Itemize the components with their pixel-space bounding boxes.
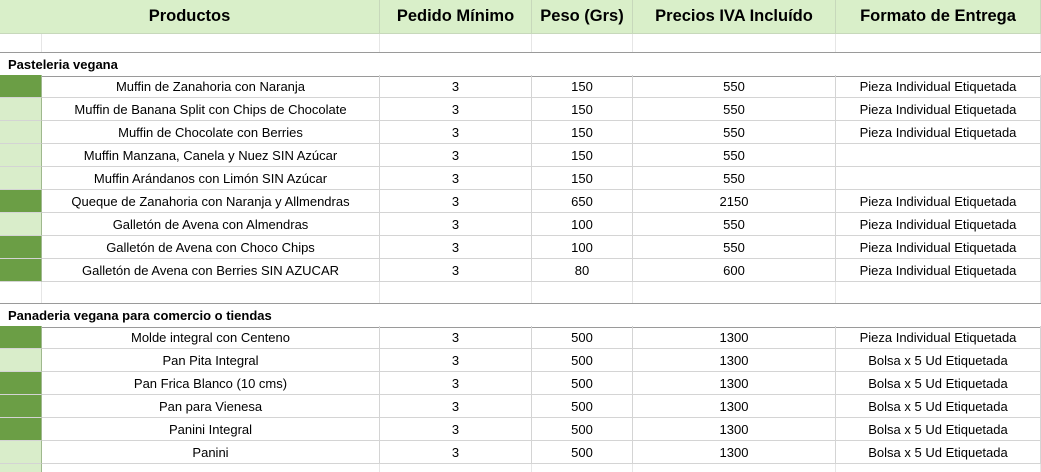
formato-cell[interactable] xyxy=(836,144,1041,167)
precio-cell[interactable]: 1300 xyxy=(633,349,836,372)
peso-cell[interactable]: 150 xyxy=(532,144,633,167)
precio-cell[interactable]: 2150 xyxy=(633,190,836,213)
color-swatch-cell[interactable] xyxy=(0,259,42,282)
producto-cell[interactable]: Galletón de Avena con Almendras xyxy=(42,213,380,236)
precio-cell[interactable]: 550 xyxy=(633,144,836,167)
empty-cell[interactable] xyxy=(380,282,532,303)
peso-cell[interactable]: 500 xyxy=(532,418,633,441)
formato-cell[interactable]: Bolsa x 5 Ud Etiquetada xyxy=(836,349,1041,372)
peso-cell[interactable]: 650 xyxy=(532,190,633,213)
table-row xyxy=(0,144,1041,167)
header-peso[interactable]: Peso (Grs) xyxy=(532,0,633,34)
precio-cell[interactable]: 1300 xyxy=(633,441,836,464)
pedido-cell[interactable]: 3 xyxy=(380,418,532,441)
color-swatch-cell[interactable] xyxy=(0,441,42,464)
formato-cell[interactable]: Pieza Individual Etiquetada xyxy=(836,259,1041,282)
table-row xyxy=(0,213,1041,236)
pedido-cell[interactable]: 3 xyxy=(380,213,532,236)
empty-cell[interactable] xyxy=(0,464,42,472)
formato-cell[interactable]: Pieza Individual Etiquetada xyxy=(836,98,1041,121)
table-row xyxy=(0,418,1041,441)
section-title[interactable]: Pasteleria vegana xyxy=(8,57,118,72)
producto-cell[interactable]: Pan Frica Blanco (10 cms) xyxy=(42,372,380,395)
producto-cell[interactable]: Muffin de Banana Split con Chips de Chocolate xyxy=(42,98,380,121)
pedido-cell[interactable]: 3 xyxy=(380,349,532,372)
peso-cell[interactable]: 100 xyxy=(532,236,633,259)
blank-row xyxy=(0,464,1041,472)
precio-cell[interactable]: 550 xyxy=(633,121,836,144)
producto-cell[interactable]: Queque de Zanahoria con Naranja y Allmendras xyxy=(42,190,380,213)
empty-cell[interactable] xyxy=(0,34,42,52)
producto-cell[interactable]: Panini xyxy=(42,441,380,464)
peso-cell[interactable]: 500 xyxy=(532,349,633,372)
peso-cell[interactable]: 80 xyxy=(532,259,633,282)
color-swatch-cell[interactable] xyxy=(0,395,42,418)
header-productos[interactable]: Productos xyxy=(0,0,380,34)
precio-cell[interactable]: 1300 xyxy=(633,372,836,395)
producto-cell[interactable]: Muffin de Chocolate con Berries xyxy=(42,121,380,144)
formato-cell[interactable]: Pieza Individual Etiquetada xyxy=(836,213,1041,236)
formato-cell[interactable]: Bolsa x 5 Ud Etiquetada xyxy=(836,418,1041,441)
empty-cell[interactable] xyxy=(836,282,1041,303)
precio-cell[interactable]: 550 xyxy=(633,98,836,121)
peso-cell[interactable]: 500 xyxy=(532,395,633,418)
pedido-cell[interactable]: 3 xyxy=(380,98,532,121)
formato-cell[interactable]: Pieza Individual Etiquetada xyxy=(836,75,1041,98)
color-swatch-cell[interactable] xyxy=(0,98,42,121)
pedido-cell[interactable]: 3 xyxy=(380,236,532,259)
formato-cell[interactable]: Bolsa x 5 Ud Etiquetada xyxy=(836,372,1041,395)
pedido-cell[interactable]: 3 xyxy=(380,121,532,144)
empty-cell[interactable] xyxy=(532,34,633,52)
color-swatch-cell[interactable] xyxy=(0,418,42,441)
color-swatch-cell[interactable] xyxy=(0,349,42,372)
producto-cell[interactable]: Panini Integral xyxy=(42,418,380,441)
empty-cell[interactable] xyxy=(633,282,836,303)
formato-cell[interactable]: Pieza Individual Etiquetada xyxy=(836,121,1041,144)
pedido-cell[interactable]: 3 xyxy=(380,395,532,418)
section-title-row xyxy=(0,303,1041,328)
table-row xyxy=(0,259,1041,282)
color-swatch-cell[interactable] xyxy=(0,121,42,144)
empty-cell[interactable] xyxy=(532,282,633,303)
producto-cell[interactable]: Pan Pita Integral xyxy=(42,349,380,372)
producto-cell[interactable]: Muffin Manzana, Canela y Nuez SIN Azúcar xyxy=(42,144,380,167)
empty-cell[interactable] xyxy=(836,34,1041,52)
peso-cell[interactable]: 500 xyxy=(532,326,633,349)
pedido-cell[interactable]: 3 xyxy=(380,372,532,395)
precio-cell[interactable]: 550 xyxy=(633,236,836,259)
formato-cell[interactable]: Pieza Individual Etiquetada xyxy=(836,190,1041,213)
precio-cell[interactable]: 600 xyxy=(633,259,836,282)
precio-cell[interactable]: 550 xyxy=(633,213,836,236)
pedido-cell[interactable]: 3 xyxy=(380,167,532,190)
formato-cell[interactable]: Bolsa x 5 Ud Etiquetada xyxy=(836,395,1041,418)
producto-cell[interactable]: Galletón de Avena con Berries SIN AZUCAR xyxy=(42,259,380,282)
color-swatch-cell[interactable] xyxy=(0,75,42,98)
precio-cell[interactable]: 1300 xyxy=(633,326,836,349)
empty-cell[interactable] xyxy=(532,464,633,472)
empty-cell[interactable] xyxy=(633,464,836,472)
precio-cell[interactable]: 550 xyxy=(633,167,836,190)
peso-cell[interactable]: 150 xyxy=(532,167,633,190)
color-swatch-cell[interactable] xyxy=(0,236,42,259)
header-formato[interactable]: Formato de Entrega xyxy=(836,0,1041,34)
table-row xyxy=(0,98,1041,121)
table-row xyxy=(0,190,1041,213)
color-swatch-cell[interactable] xyxy=(0,372,42,395)
producto-cell[interactable]: Muffin de Zanahoria con Naranja xyxy=(42,75,380,98)
formato-cell[interactable] xyxy=(836,167,1041,190)
formato-cell[interactable]: Pieza Individual Etiquetada xyxy=(836,326,1041,349)
header-row xyxy=(0,0,1041,34)
pedido-cell[interactable]: 3 xyxy=(380,190,532,213)
table-row xyxy=(0,167,1041,190)
pedido-cell[interactable]: 3 xyxy=(380,75,532,98)
empty-cell[interactable] xyxy=(380,34,532,52)
producto-cell[interactable]: Galletón de Avena con Choco Chips xyxy=(42,236,380,259)
empty-cell[interactable] xyxy=(42,34,380,52)
empty-cell[interactable] xyxy=(836,464,1041,472)
empty-cell[interactable] xyxy=(380,464,532,472)
pedido-cell[interactable]: 3 xyxy=(380,326,532,349)
producto-cell[interactable]: Muffin Arándanos con Limón SIN Azúcar xyxy=(42,167,380,190)
empty-cell[interactable] xyxy=(633,34,836,52)
empty-cell[interactable] xyxy=(42,282,380,303)
peso-cell[interactable]: 100 xyxy=(532,213,633,236)
formato-cell[interactable]: Bolsa x 5 Ud Etiquetada xyxy=(836,441,1041,464)
peso-cell[interactable]: 500 xyxy=(532,441,633,464)
color-swatch-cell[interactable] xyxy=(0,144,42,167)
header-precios[interactable]: Precios IVA Incluído xyxy=(633,0,836,34)
blank-row xyxy=(0,282,1041,303)
section-title[interactable]: Panaderia vegana para comercio o tiendas xyxy=(8,308,272,323)
table-row xyxy=(0,75,1041,98)
color-swatch-cell[interactable] xyxy=(0,190,42,213)
precio-cell[interactable]: 1300 xyxy=(633,418,836,441)
pedido-cell[interactable]: 3 xyxy=(380,259,532,282)
color-swatch-cell[interactable] xyxy=(0,167,42,190)
color-swatch-cell[interactable] xyxy=(0,213,42,236)
table-row xyxy=(0,236,1041,259)
table-row xyxy=(0,349,1041,372)
table-row xyxy=(0,121,1041,144)
peso-cell[interactable]: 150 xyxy=(532,121,633,144)
blank-row xyxy=(0,34,1041,52)
section-title-row xyxy=(0,52,1041,77)
empty-cell[interactable] xyxy=(0,282,42,303)
peso-cell[interactable]: 150 xyxy=(532,98,633,121)
table-row xyxy=(0,326,1041,349)
header-pedido-minimo[interactable]: Pedido Mínimo xyxy=(380,0,532,34)
producto-cell[interactable]: Pan para Vienesa xyxy=(42,395,380,418)
table-row xyxy=(0,372,1041,395)
formato-cell[interactable]: Pieza Individual Etiquetada xyxy=(836,236,1041,259)
precio-cell[interactable]: 1300 xyxy=(633,395,836,418)
table-row xyxy=(0,395,1041,418)
pedido-cell[interactable]: 3 xyxy=(380,441,532,464)
precio-cell[interactable]: 550 xyxy=(633,75,836,98)
table-row xyxy=(0,441,1041,464)
producto-cell[interactable]: Molde integral con Centeno xyxy=(42,326,380,349)
peso-cell[interactable]: 150 xyxy=(532,75,633,98)
empty-cell[interactable] xyxy=(42,464,380,472)
color-swatch-cell[interactable] xyxy=(0,326,42,349)
peso-cell[interactable]: 500 xyxy=(532,372,633,395)
pedido-cell[interactable]: 3 xyxy=(380,144,532,167)
